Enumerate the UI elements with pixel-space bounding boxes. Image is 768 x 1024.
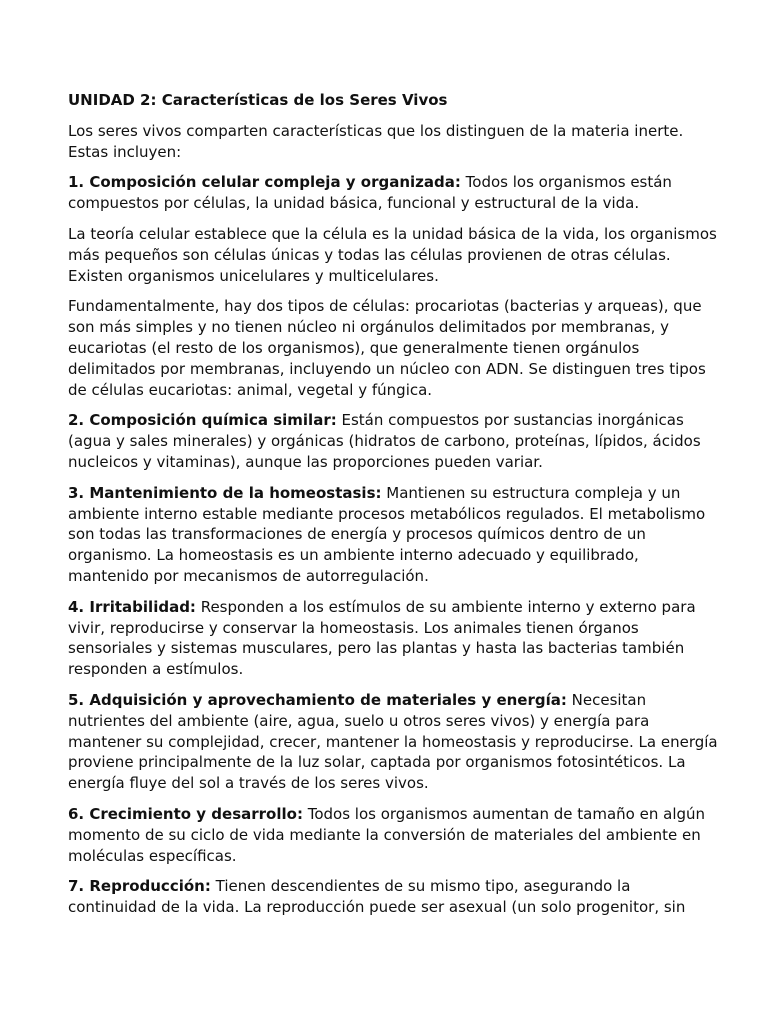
section-heading-5: 5. Adquisición y aprovechamiento de materiales y energía: — [68, 690, 567, 709]
section-heading-7: 7. Reproducción: — [68, 877, 211, 896]
cell-types-paragraph — [68, 296, 718, 400]
section-body-6: Todos los organismos aumentan de tamaño en algún momento de su ciclo de vida mediante la conversión de materiales del ambiente en moléculas específicas. — [68, 804, 706, 865]
section-heading-1: 1. Composición celular compleja y organizada: — [68, 173, 461, 192]
section-heading-4: 4. Irritabilidad: — [68, 597, 196, 616]
section-body-2: Están compuestos por sustancias inorgánicas (agua y sales minerales) y orgánicas (hidratos de carbono, proteínas, lípidos, ácidos nucleicos y vitaminas), aunque las proporciones pueden variar. — [68, 411, 701, 471]
section-paragraph-7 — [68, 876, 718, 918]
document-title: UNIDAD 2: Características de los Seres Vivos — [68, 91, 448, 109]
section-heading-2: 2. Composición química similar: — [68, 411, 337, 430]
section-body-4: Responden a los estímulos de su ambiente interno y externo para vivir, reproducirse y conservar la homeostasis. Los animales tienen órganos sensoriales y sistemas musculares, pero las plantas y hasta las bacterias también responden a estímulos. — [68, 597, 696, 679]
section-body-3: Mantienen su estructura compleja y un ambiente interno estable mediante procesos metabólicos regulados. El metabolismo son todas las transformaciones de energía y procesos químicos dentro de un organismo. La homeostasis es un ambiente interno adecuado y equilibrado, mantenido por mecanismos de autorregulación. — [68, 483, 706, 585]
cell-theory-paragraph — [68, 224, 718, 286]
section-paragraph-1 — [68, 172, 718, 214]
section-body-1: Todos los organismos están compuestos por células, la unidad básica, funcional y estructural de la vida. — [68, 173, 672, 213]
section-paragraph-3 — [68, 483, 718, 587]
section-paragraph-5 — [68, 690, 718, 794]
cell-types-body: Fundamentalmente, hay dos tipos de células: procariotas (bacterias y arqueas), que son más simples y no tienen núcleo ni orgánulos delimitados por membranas, y eucariotas (el resto de los organismos), que generalmente tienen orgánulos delimitados por membranas, incluyendo un núcleo con ADN. Se distinguen tres tipos de células eucariotas: animal, vegetal y fúngica. — [68, 297, 706, 399]
section-heading-3: 3. Mantenimiento de la homeostasis: — [68, 483, 382, 502]
section-paragraph-2 — [68, 410, 718, 472]
section-paragraph-4 — [68, 597, 718, 680]
section-paragraph-6 — [68, 804, 718, 866]
section-body-5: Necesitan nutrientes del ambiente (aire, agua, suelo u otros seres vivos) y energía para mantener su complejidad, crecer, mantener la homeostasis y reproducirse. La energía proviene principalmente de la luz solar, captada por organismos fotosintéticos. La energía fluye del sol a través de los seres vivos. — [68, 690, 718, 793]
section-heading-6: 6. Crecimiento y desarrollo: — [68, 804, 303, 823]
cell-theory-body: La teoría celular establece que la célula es la unidad básica de la vida, los organismos más pequeños son células únicas y todas las células provienen de otras células. Existen organismos unicelulares y multicelulares. — [68, 224, 717, 285]
intro-paragraph: Los seres vivos comparten características que los distinguen de la materia inerte. Estas incluyen: — [68, 121, 684, 161]
section-body-7: Tienen descendientes de su mismo tipo, asegurando la continuidad de la vida. La reproducción puede ser asexual (un solo progenitor, sin — [68, 877, 686, 917]
